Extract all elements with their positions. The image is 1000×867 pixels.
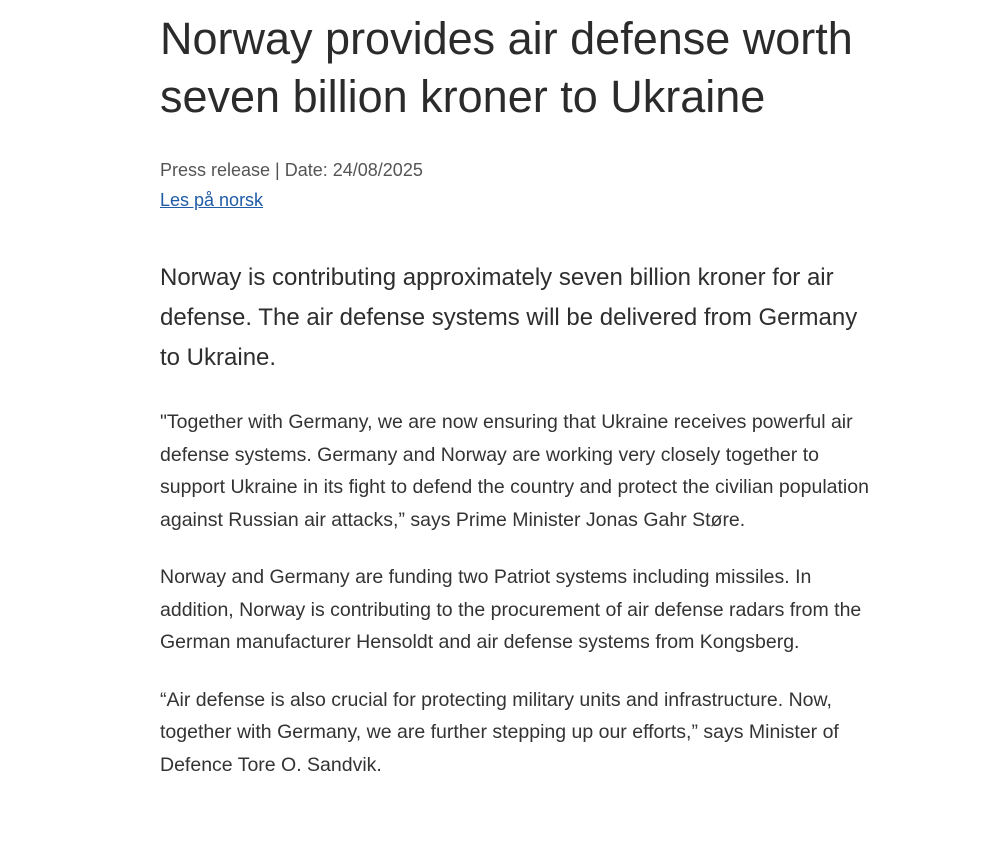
- page-title: Norway provides air defense worth seven billion kroner to Ukraine: [160, 13, 853, 122]
- body-paragraph-patriot-funding: Norway and Germany are funding two Patriot systems including missiles. In addition, Norway is contributing to the procurement of air defense radars from the German manufacturer Hensoldt and air defense systems from Kongsberg.: [160, 566, 862, 653]
- body-paragraph-quote-pm: "Together with Germany, we are now ensuring that Ukraine receives powerful air defense systems. Germany and Norway are working very closely together to support Ukraine in its fight to defend the country and protect the civilian population against Russian air attacks,” says Prime Minister Jonas Gahr Støre.: [160, 411, 869, 531]
- press-release-article: [160, 0, 880, 781]
- lead-paragraph: Norway is contributing approximately seven billion kroner for air defense. The air defense systems will be delivered from Germany to Ukraine.: [160, 264, 858, 371]
- read-in-norwegian-link[interactable]: Les på norsk: [160, 190, 264, 210]
- body-paragraph-quote-defence-minister: “Air defense is also crucial for protecting military units and infrastructure. Now, together with Germany, we are further stepping up our efforts,” says Minister of Defence Tore O. Sandvik.: [160, 688, 839, 776]
- press-release-meta: Press release | Date: 24/08/2025: [160, 160, 423, 180]
